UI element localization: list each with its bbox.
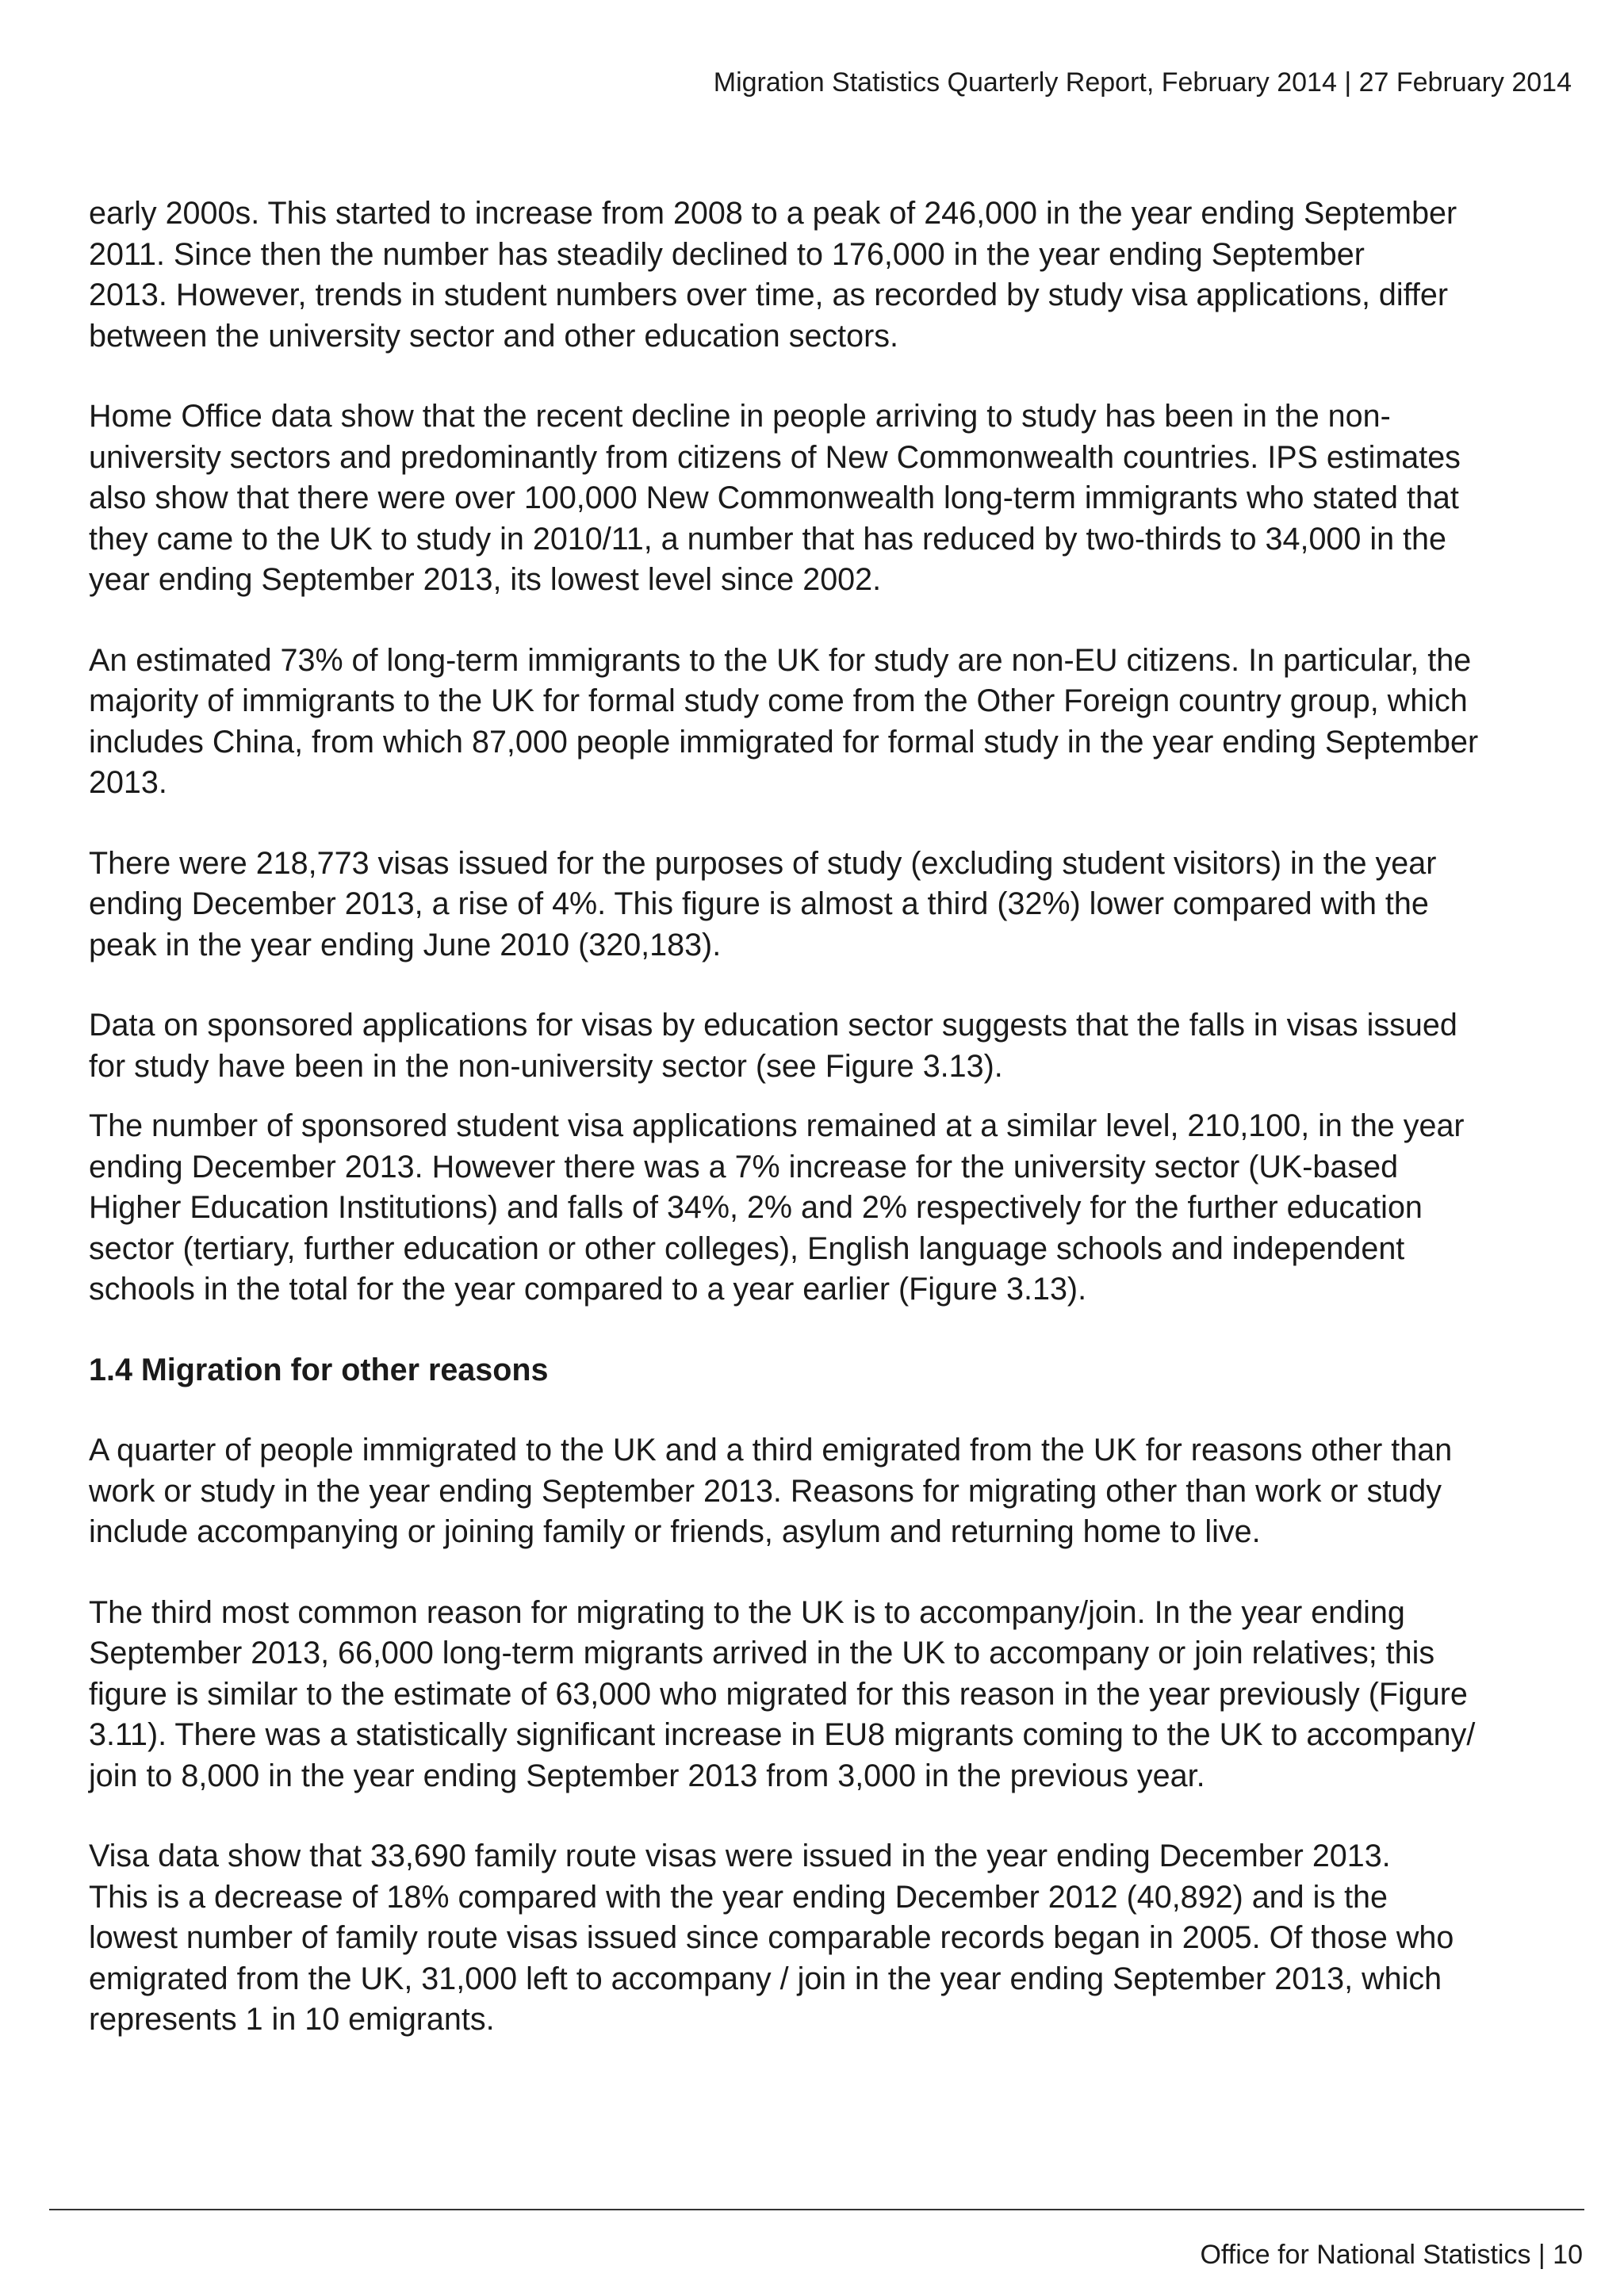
section-heading: 1.4 Migration for other reasons — [89, 1352, 549, 1387]
paragraph-accompany-join: The third most common reason for migrating to the UK is to accompany/join. In the year ending September 2013, 66,000 long-term migrants arrived in the UK to accompany or join relatives; this figure is similar to the estimate of 63,000 who migrated for this reason in the year previously (Figure 3.11). There was a statistically significant increase in EU8 migrants coming to the UK to accompany/ join to 8,000 in the year ending September 2013 from 3,000 in the previous year. — [89, 1594, 1476, 1793]
paragraph-home-office-data: Home Office data show that the recent decline in people arriving to study has been in the non- university sectors and predominantly from citizens of New Commonwealth countries. IPS estimates also show that there were over 100,000 New Commonwealth long-term immigrants who stated that they came to the UK to study in 2010/11, a number that has reduced by two-thirds to 34,000 in the year ending September 2013, its lowest level since 2002. — [89, 399, 1461, 597]
footer-divider — [49, 2209, 1584, 2210]
paragraph-study-visas: There were 218,773 visas issued for the purposes of study (excluding student visitors) in the year ending December 2013, a rise of 4%. This figure is almost a third (32%) lower compared with the peak in the year ending June 2010 (320,183). — [89, 845, 1437, 962]
paragraph-non-eu-study: An estimated 73% of long-term immigrants to the UK for study are non-EU citizens. In particular, the majority of immigrants to the UK for formal study come from the Other Foreign country group, which includes China, from which 87,000 people immigrated for formal study in the year ending September 2013. — [89, 642, 1479, 800]
paragraph-other-reasons: A quarter of people immigrated to the UK and a third emigrated from the UK for reasons other than work or study in the year ending September 2013. Reasons for migrating other than work or study include accompanying or joining family or friends, asylum and returning home to live. — [89, 1433, 1453, 1549]
paragraph-sponsored-applications: Data on sponsored applications for visas by education sector suggests that the falls in visas issued for study have been in the non-university sector (see Figure 3.13). — [89, 1008, 1457, 1084]
running-header: Migration Statistics Quarterly Report, February 2014 | 27 February 2014 — [713, 67, 1572, 98]
running-footer: Office for National Statistics | 10 — [1200, 2240, 1583, 2270]
paragraph-sector-changes: The number of sponsored student visa applications remained at a similar level, 210,100, in the year ending December 2013. However there was a 7% increase for the university sector (UK-based Higher Education Institutions) and falls of 34%, 2% and 2% respectively for the further education sector (tertiary, further education or other colleges), English language schools and independent schools in the total for the year compared to a year earlier (Figure 3.13). — [89, 1108, 1465, 1307]
paragraph-family-visas: Visa data show that 33,690 family route visas were issued in the year ending December 2013. This is a decrease of 18% compared with the year ending December 2012 (40,892) and is the lowest number of family route visas issued since comparable records began in 2005. Of those who emigrated from the UK, 31,000 left to accompany / join in the year ending September 2013, which represents 1 in 10 emigrants. — [89, 1839, 1454, 2037]
page-body — [89, 193, 1556, 2041]
paragraph-student-trend: early 2000s. This started to increase from 2008 to a peak of 246,000 in the year ending September 2011. Since then the number has steadily declined to 176,000 in the year ending September 2013. However, trends in student numbers over time, as recorded by study visa applications, differ between the university sector and other education sectors. — [89, 196, 1457, 354]
